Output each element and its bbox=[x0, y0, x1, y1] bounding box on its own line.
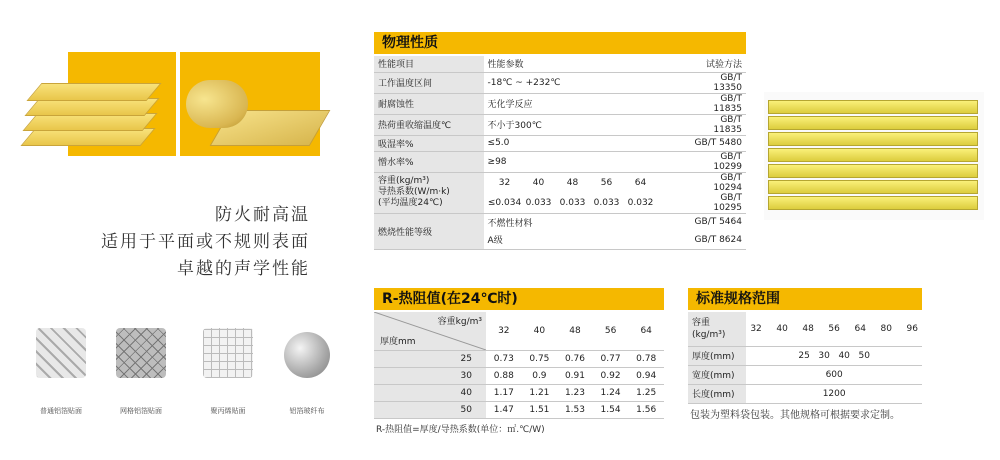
table-row bbox=[374, 114, 746, 135]
density-method: GB/T 10294 bbox=[713, 172, 742, 193]
density-conductivity-label bbox=[374, 172, 484, 213]
row-value: ≤5.0 bbox=[484, 135, 691, 151]
row-label: 热荷重收缩温度℃ bbox=[374, 114, 484, 135]
thickness-label: 40 bbox=[374, 384, 486, 401]
density-value: 64 bbox=[634, 177, 647, 188]
table-row bbox=[374, 350, 664, 367]
table-row bbox=[374, 135, 746, 151]
spec-label: 宽度(mm) bbox=[688, 365, 746, 384]
avg-temp-label: (平均温度24℃) bbox=[378, 198, 443, 208]
swatch-mesh-foil-image bbox=[116, 328, 166, 378]
combustion-value: A级 bbox=[484, 231, 691, 249]
swatch-polypropylene-caption: 聚丙烯贴面 bbox=[210, 407, 246, 415]
row-label: 工作温度区间 bbox=[374, 72, 484, 93]
physical-properties-table bbox=[374, 56, 746, 250]
rvalue-header-row bbox=[374, 312, 664, 350]
row-value: 不小于300℃ bbox=[484, 114, 691, 135]
rvalue-cell: 0.75 bbox=[522, 350, 558, 367]
thickness-label: 30 bbox=[374, 367, 486, 384]
density-value: 32 bbox=[498, 177, 511, 188]
rvalue-note: R-热阻值=厚度/导热系数(单位：㎡.℃/W) bbox=[376, 425, 545, 435]
conductivity-value: ≤0.034 bbox=[487, 197, 522, 208]
rvalue-cell: 0.91 bbox=[557, 367, 593, 384]
swatch-mesh-foil-caption: 网格铝箔贴面 bbox=[120, 407, 162, 415]
swatch-plain-foil-image bbox=[36, 328, 86, 378]
rvalue-table bbox=[374, 312, 664, 419]
combustion-method: GB/T 8624 bbox=[690, 231, 746, 249]
density-header: 40 bbox=[522, 312, 558, 350]
conductivity-label: 导热系数(W/m·k) bbox=[378, 187, 450, 197]
table-row bbox=[688, 365, 922, 384]
rvalue-cell: 1.24 bbox=[593, 384, 629, 401]
corner-bottom-label: 厚度mm bbox=[380, 336, 416, 347]
physical-properties-title: 物理性质 bbox=[374, 32, 746, 54]
spec-table bbox=[688, 312, 922, 404]
row-value: ≥98 bbox=[484, 151, 691, 172]
thickness-label: 50 bbox=[374, 401, 486, 418]
slogan-fire-resistant: 防火耐高温 bbox=[215, 205, 310, 225]
conductivity-value: 0.033 bbox=[525, 197, 552, 208]
rvalue-cell: 1.23 bbox=[557, 384, 593, 401]
rvalue-cell: 1.21 bbox=[522, 384, 558, 401]
rvalue-cell: 1.51 bbox=[522, 401, 558, 418]
slogan-application: 适用于平面或不规则表面 bbox=[101, 232, 310, 252]
spec-value: 32 40 48 56 64 80 96 bbox=[746, 312, 922, 346]
row-label: 耐腐蚀性 bbox=[374, 93, 484, 114]
rvalue-cell: 1.17 bbox=[486, 384, 522, 401]
rvalue-cell: 0.88 bbox=[486, 367, 522, 384]
density-value: 56 bbox=[600, 177, 613, 188]
row-value: -18℃ ~ +232℃ bbox=[484, 72, 691, 93]
table-header-row bbox=[374, 56, 746, 72]
density-header: 48 bbox=[557, 312, 593, 350]
thickness-label: 25 bbox=[374, 350, 486, 367]
density-header: 64 bbox=[628, 312, 664, 350]
density-values bbox=[484, 172, 691, 193]
row-method: GB/T 10299 bbox=[690, 151, 746, 172]
combustion-label: 燃烧性能等级 bbox=[374, 213, 484, 249]
table-row bbox=[688, 384, 922, 403]
spec-value: 1200 bbox=[746, 384, 922, 403]
header-property: 性能项目 bbox=[374, 56, 484, 72]
conductivity-method: GB/T 10295 bbox=[690, 193, 746, 214]
combustion-value: 不燃性材料 bbox=[487, 218, 533, 229]
conductivity-value: 0.033 bbox=[559, 197, 586, 208]
rvalue-cell: 0.77 bbox=[593, 350, 629, 367]
density-header: 32 bbox=[486, 312, 522, 350]
table-row bbox=[374, 72, 746, 93]
rvalue-cell: 1.56 bbox=[628, 401, 664, 418]
conductivity-values bbox=[484, 193, 691, 214]
rvalue-cell: 0.9 bbox=[522, 367, 558, 384]
rvalue-cell: 0.78 bbox=[628, 350, 664, 367]
rvalue-corner-cell bbox=[374, 312, 486, 350]
rvalue-cell: 0.73 bbox=[486, 350, 522, 367]
density-value: 48 bbox=[566, 177, 579, 188]
table-row bbox=[374, 93, 746, 114]
slogan-acoustic: 卓越的声学性能 bbox=[177, 259, 310, 279]
table-row bbox=[374, 401, 664, 418]
row-method: GB/T 11835 bbox=[690, 93, 746, 114]
spec-label: 厚度(mm) bbox=[688, 346, 746, 365]
row-label: 憎水率% bbox=[374, 151, 484, 172]
spec-label: 长度(mm) bbox=[688, 384, 746, 403]
table-row bbox=[688, 346, 922, 365]
density-header: 56 bbox=[593, 312, 629, 350]
rvalue-title: R-热阻值(在24℃时) bbox=[374, 288, 664, 310]
rvalue-cell: 1.53 bbox=[557, 401, 593, 418]
corner-top-label: 容重kg/m³ bbox=[437, 317, 482, 327]
row-method: GB/T 11835 bbox=[690, 114, 746, 135]
header-parameter: 性能参数 bbox=[484, 56, 691, 72]
rvalue-cell: 0.76 bbox=[557, 350, 593, 367]
swatch-polypropylene-image bbox=[203, 328, 253, 378]
table-row bbox=[688, 312, 922, 346]
swatch-foil-fiberglass-image bbox=[284, 332, 330, 378]
table-row bbox=[374, 367, 664, 384]
density-label: 容重(kg/m³) bbox=[378, 176, 430, 186]
row-value: 无化学反应 bbox=[484, 93, 691, 114]
table-row-density bbox=[374, 172, 746, 193]
conductivity-value: 0.032 bbox=[627, 197, 654, 208]
rvalue-cell: 1.47 bbox=[486, 401, 522, 418]
combustion-method: GB/T 5464 bbox=[694, 217, 742, 228]
swatch-plain-foil-caption: 普通铝箔贴面 bbox=[40, 407, 82, 415]
spec-note: 包装为塑料袋包装。其他规格可根据要求定制。 bbox=[690, 410, 900, 421]
table-row-combustion bbox=[374, 213, 746, 231]
rvalue-cell: 1.54 bbox=[593, 401, 629, 418]
spec-value: 600 bbox=[746, 365, 922, 384]
rvalue-cell: 0.92 bbox=[593, 367, 629, 384]
table-row bbox=[374, 384, 664, 401]
spec-value: 25 30 40 50 bbox=[746, 346, 922, 365]
table-row bbox=[374, 151, 746, 172]
row-label: 吸湿率% bbox=[374, 135, 484, 151]
conductivity-value: 0.033 bbox=[593, 197, 620, 208]
row-method: GB/T 5480 bbox=[690, 135, 746, 151]
header-method: 试验方法 bbox=[690, 56, 746, 72]
spec-label: 容重 (kg/m³) bbox=[688, 312, 746, 346]
rvalue-cell: 1.25 bbox=[628, 384, 664, 401]
density-value: 40 bbox=[532, 177, 545, 188]
rvalue-cell: 0.94 bbox=[628, 367, 664, 384]
spec-title: 标准规格范围 bbox=[688, 288, 922, 310]
row-method: GB/T 13350 bbox=[690, 72, 746, 93]
swatch-foil-fiberglass-caption: 铝箔玻纤布 bbox=[289, 407, 325, 415]
